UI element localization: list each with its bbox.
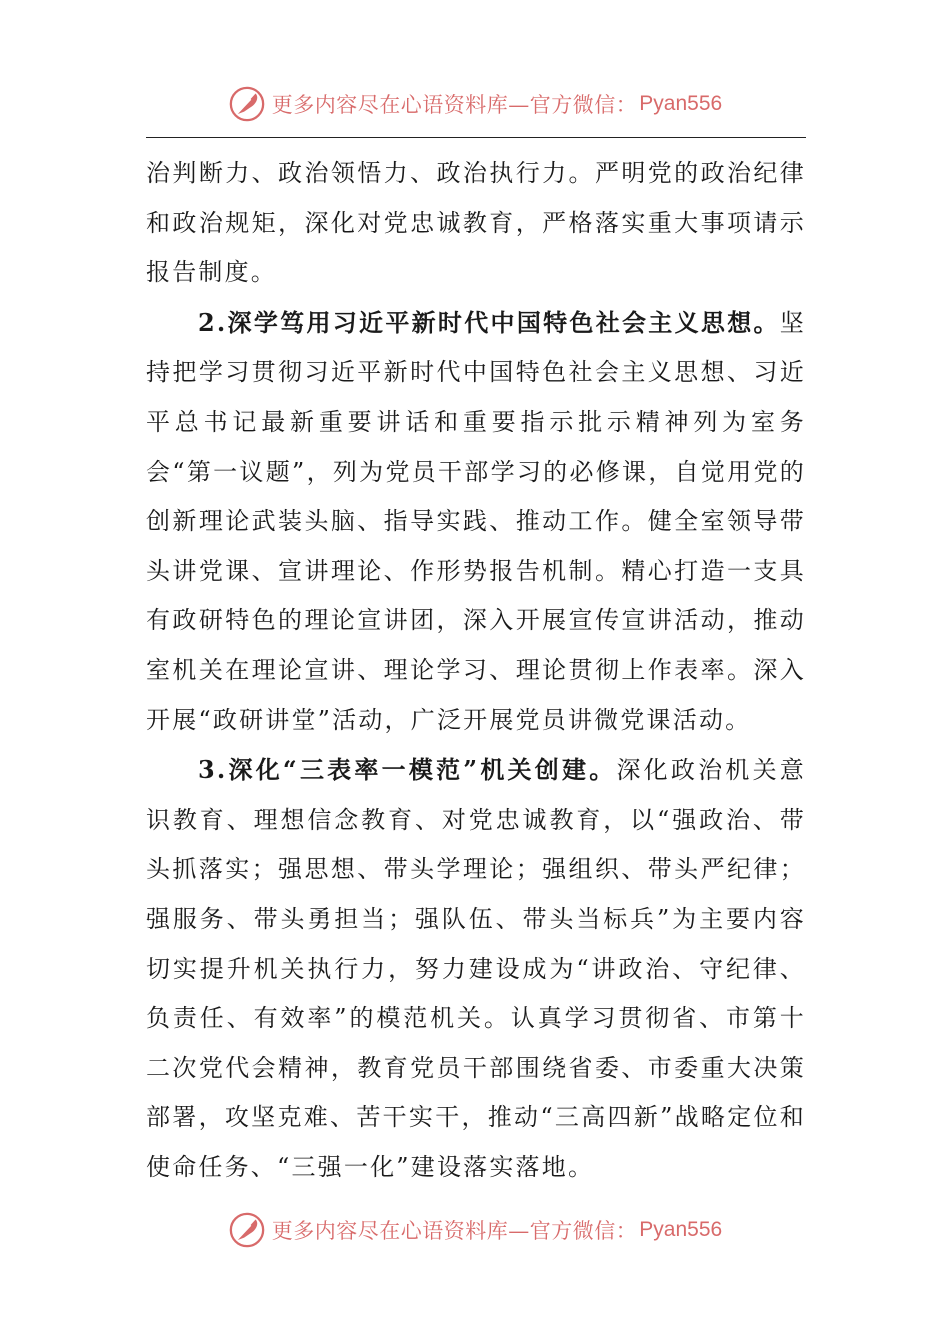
watermark-text: 更多内容尽在心语资料库—官方微信：	[271, 93, 638, 117]
paragraph-section-2	[146, 298, 806, 745]
paragraph-text: 治判断力、政治领悟力、政治执行力。严明党的政治纪律和政治规矩，深化对党忠诚教育，严格落实重大事项请示报告制度。	[146, 159, 806, 287]
paragraph-section-3	[146, 745, 806, 1192]
footer-watermark	[0, 1208, 950, 1252]
paragraph-text: 坚持把学习贯彻习近平新时代中国特色社会主义思想、习近平总书记最新重要讲话和重要指示批示精神列为室务会“第一议题”，列为党员干部学习的必修课，自觉用党的创新理论武装头脑、指导实践、推动工作。健全室领导带头讲党课、宣讲理论、作形势报告机制。精心打造一支具有政研特色的理论宣讲团，深入开展宣传宣讲活动，推动室机关在理论宣讲、理论学习、理论贯彻上作表率。深入开展“政研讲堂”活动，广泛开展党员讲微党课活动。	[146, 308, 806, 734]
quill-logo-icon	[228, 85, 266, 123]
watermark-wechat-id: Pyan556	[639, 92, 723, 115]
header-divider	[146, 137, 806, 138]
watermark-wechat-id: Pyan556	[639, 1218, 723, 1241]
watermark-text: 更多内容尽在心语资料库—官方微信：	[271, 1219, 638, 1243]
section-heading: 3.深化“三表率一模范”机关创建。	[198, 755, 617, 785]
quill-logo-icon	[228, 1211, 266, 1249]
paragraph-text: 深化政治机关意识教育、理想信念教育、对党忠诚教育，以“强政治、带头抓落实；强思想、带头学理论；强组织、带头严纪律；强服务、带头勇担当；强队伍、带头当标兵”为主要内容切实提升机关执行力，努力建设成为“讲政治、守纪律、负责任、有效率”的模范机关。认真学习贯彻省、市第十二次党代会精神，教育党员干部围绕省委、市委重大决策部署，攻坚克难、苦干实干，推动“三高四新”战略定位和使命任务、“三强一化”建设落实落地。	[146, 756, 806, 1181]
paragraph-continuation	[146, 149, 806, 298]
document-body	[146, 149, 806, 1192]
section-heading: 2.深学笃用习近平新时代中国特色社会主义思想。	[198, 307, 780, 337]
header-watermark	[0, 82, 950, 126]
